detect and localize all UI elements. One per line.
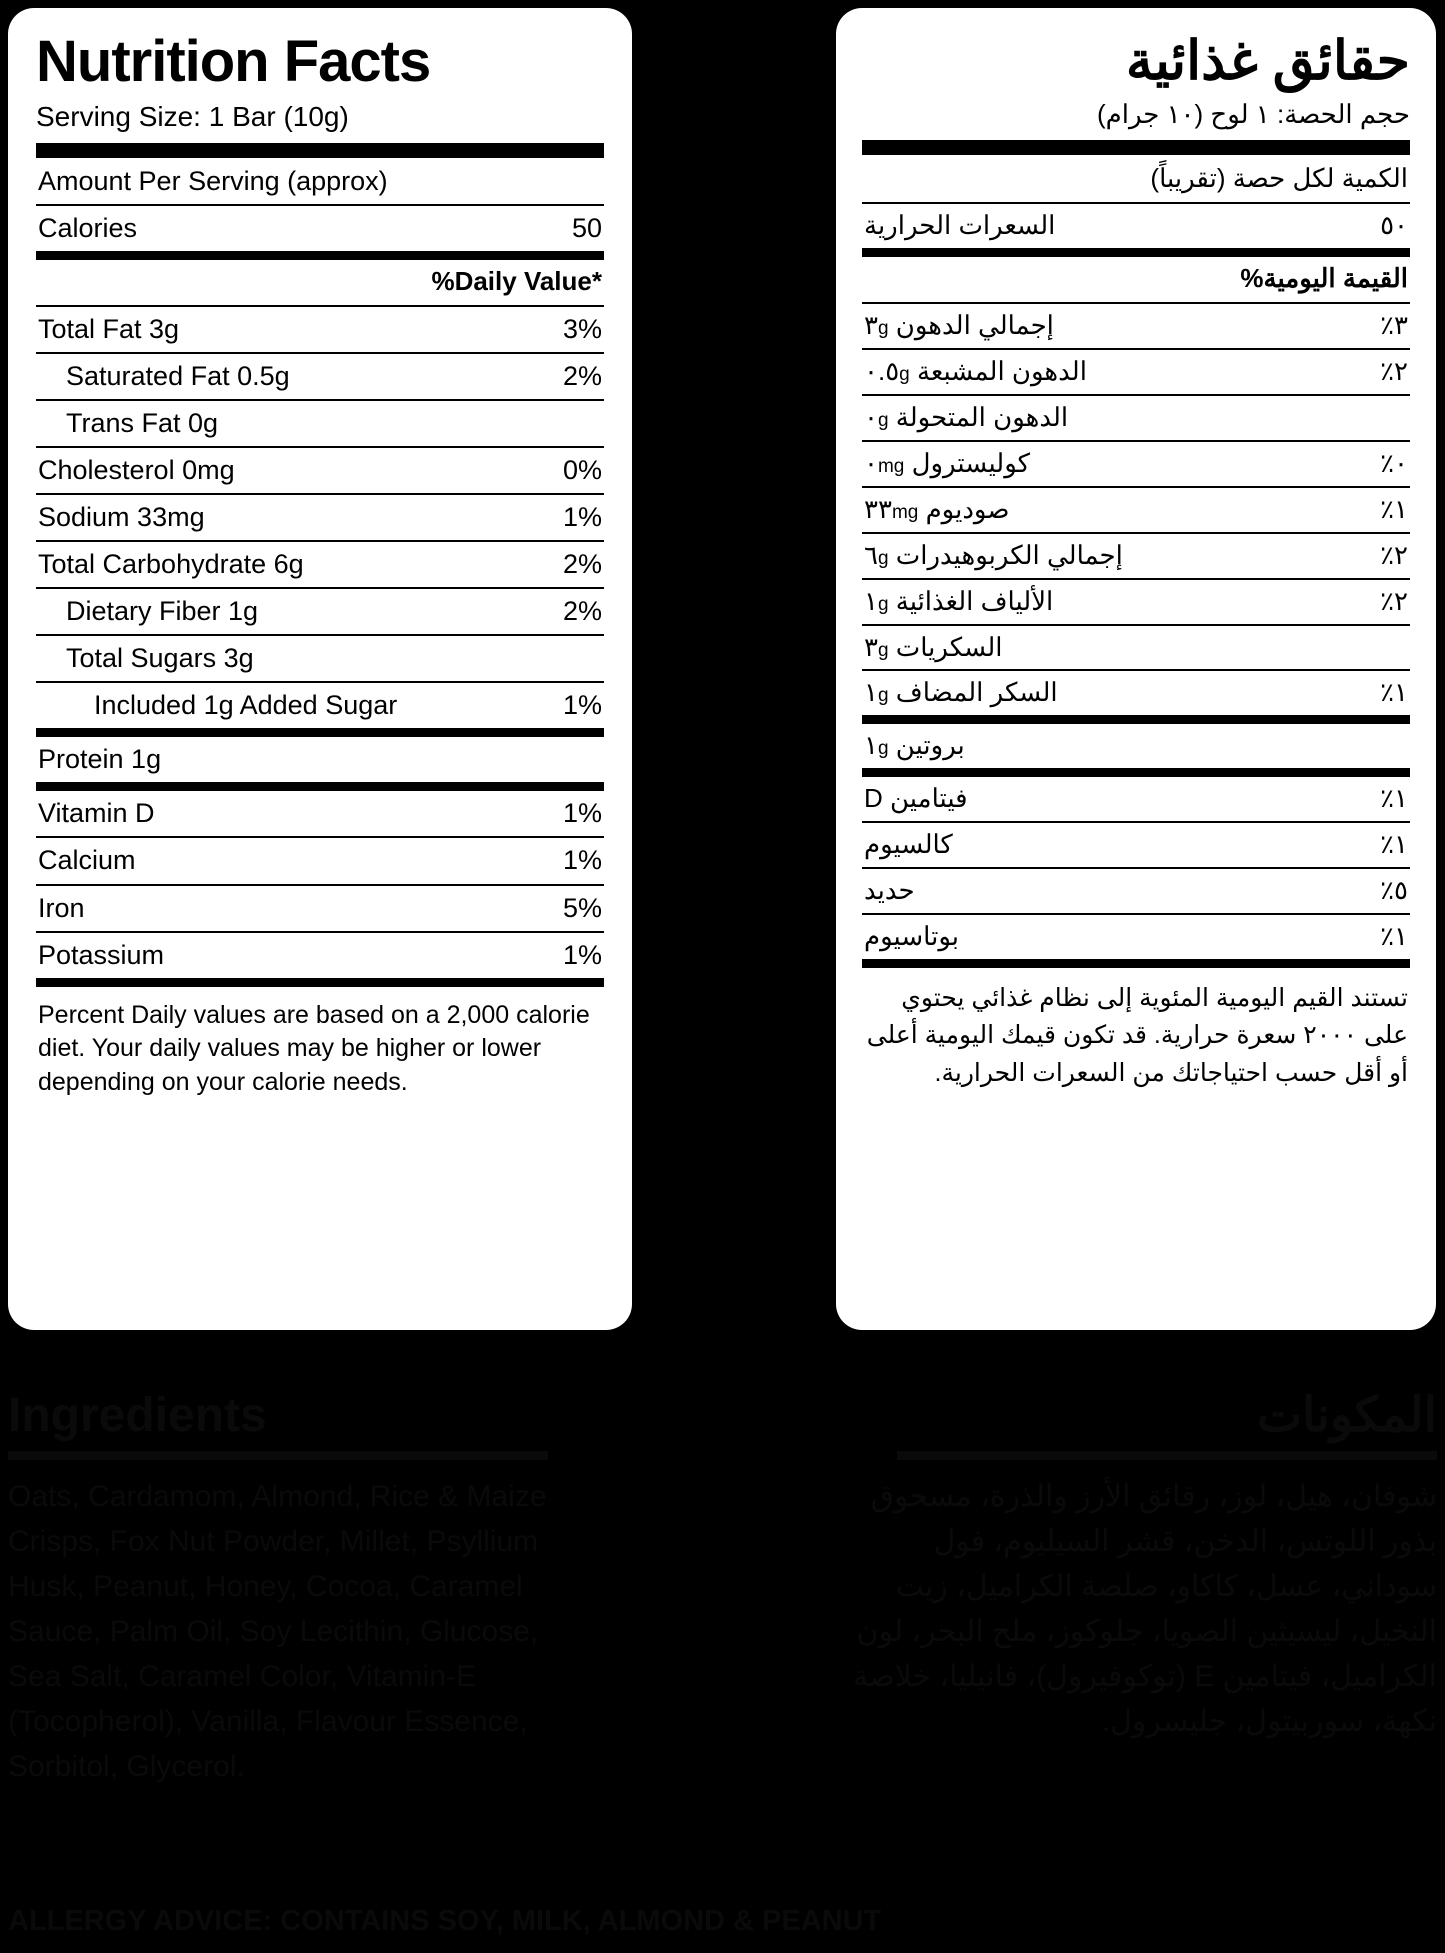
table-row bbox=[862, 626, 1410, 670]
nutrient-label bbox=[864, 311, 1054, 341]
nutrient-name: بروتين bbox=[895, 730, 965, 761]
ingredients-title-arabic: المكونات bbox=[1256, 1389, 1437, 1442]
nutrient-value: 2% bbox=[562, 549, 602, 580]
nutrient-label: Total Sugars 3g bbox=[66, 643, 254, 674]
nutrient-label bbox=[864, 678, 1058, 708]
daily-value-footnote-arabic: تستند القيم اليومية المئوية إلى نظام غذائي يحتوي على ٢٠٠٠ سعرة حرارية. قد تكون قيمك اليومية أعلى أو أقل حسب احتياجاتك من السعرات الحرارية. bbox=[866, 983, 1408, 1087]
table-row bbox=[862, 488, 1410, 532]
table-row bbox=[36, 448, 604, 493]
nutrient-amount: ١ bbox=[864, 585, 878, 616]
serving-size-text-arabic: حجم الحصة: ١ لوح (١٠ جرام) bbox=[1096, 99, 1410, 130]
nutrient-amount: ٠ bbox=[864, 402, 878, 433]
table-row bbox=[862, 823, 1410, 867]
nutrient-name: الألياف الغذائية bbox=[895, 585, 1054, 616]
nutrient-value: ١٪ bbox=[1380, 783, 1408, 814]
divider-medium bbox=[36, 782, 604, 791]
nutrient-value: ١٪ bbox=[1380, 829, 1408, 860]
ingredients-list: Oats, Cardamom, Almond, Rice & Maize Crisps, Fox Nut Powder, Millet, Psyllium Husk, Peanut, Honey, Cocoa, Caramel Sauce, Palm Oil, Soy Lecithin, Glucose, Sea Salt, Caramel Color, Vitamin-E (Tocopherol), Vanilla, Flavour Essence, Sorbitol, Glycerol. bbox=[8, 1479, 547, 1783]
table-row bbox=[36, 933, 604, 978]
nutrient-label: Cholesterol 0mg bbox=[38, 455, 235, 486]
nutrient-label: Included 1g Added Sugar bbox=[94, 690, 398, 721]
nutrient-label bbox=[864, 541, 1123, 571]
nutrient-label bbox=[864, 587, 1053, 617]
table-row bbox=[862, 777, 1410, 821]
nutrient-unit: g bbox=[877, 410, 889, 432]
table-row bbox=[36, 683, 604, 728]
nutrient-value: ٥٪ bbox=[1380, 874, 1408, 905]
nutrient-value: ٠٪ bbox=[1380, 447, 1408, 478]
nutrient-name: إجمالي الكربوهيدرات bbox=[895, 539, 1123, 570]
ingredients-section-arabic bbox=[837, 1390, 1437, 1744]
divider-thick bbox=[862, 140, 1410, 155]
table-row bbox=[862, 442, 1410, 486]
nutrient-amount: ١ bbox=[864, 730, 878, 761]
nutrient-name: صوديوم bbox=[925, 493, 1010, 524]
nutrient-label: Trans Fat 0g bbox=[66, 408, 219, 439]
nutrient-value: 1% bbox=[562, 939, 602, 970]
allergy-advice-text: ALLERGY ADVICE: CONTAINS SOY, MILK, ALMOND & PEANUT bbox=[8, 1905, 882, 1937]
nutrient-label: Vitamin D bbox=[38, 798, 155, 829]
nutrient-label: Dietary Fiber 1g bbox=[66, 596, 259, 627]
calories-label: Calories bbox=[38, 212, 138, 243]
ingredients-section-english bbox=[8, 1390, 568, 1789]
amount-per-serving-label-arabic: الكمية لكل حصة (تقريباً) bbox=[1150, 163, 1408, 194]
nutrient-unit: g bbox=[877, 318, 889, 340]
nutrient-unit: mg bbox=[891, 501, 919, 523]
nutrient-unit: mg bbox=[877, 455, 905, 477]
calories-label-arabic: السعرات الحرارية bbox=[864, 210, 1056, 241]
nutrient-label bbox=[864, 633, 1002, 663]
nutrient-label: Total Carbohydrate 6g bbox=[38, 549, 304, 580]
calories-row-arabic bbox=[862, 204, 1410, 248]
table-row bbox=[36, 737, 604, 782]
nutrient-name: كوليسترول bbox=[911, 447, 1031, 478]
nutrient-name: الدهون المتحولة bbox=[895, 402, 1069, 433]
table-row bbox=[862, 671, 1410, 715]
calories-row bbox=[36, 206, 604, 251]
nutrient-amount: ٠ bbox=[864, 447, 878, 478]
nutrient-amount: ١ bbox=[864, 677, 878, 708]
divider-medium bbox=[36, 728, 604, 737]
nutrition-facts-panel-english bbox=[8, 8, 632, 1330]
nutrient-label: Total Fat 3g bbox=[38, 313, 180, 344]
calories-value: 50 bbox=[571, 212, 602, 243]
nutrient-amount: ٣٣ bbox=[864, 493, 892, 524]
nutrient-value: 1% bbox=[562, 845, 602, 876]
nutrient-amount: ٠.٥ bbox=[864, 356, 900, 387]
nutrient-unit: g bbox=[899, 364, 910, 386]
divider-medium bbox=[862, 248, 1410, 257]
table-row bbox=[862, 915, 1410, 959]
nutrient-label: Sodium 33mg bbox=[38, 502, 205, 533]
nutrient-value: ٢٪ bbox=[1380, 585, 1408, 616]
nutrient-value: 1% bbox=[562, 690, 602, 721]
nutrient-unit: g bbox=[877, 639, 889, 661]
nutrient-value: ٢٪ bbox=[1380, 356, 1408, 387]
table-row bbox=[36, 307, 604, 352]
page-title: Nutrition Facts bbox=[36, 29, 431, 94]
table-row bbox=[36, 636, 604, 681]
nutrient-label: Protein 1g bbox=[38, 744, 162, 775]
nutrient-value: ١٪ bbox=[1380, 920, 1408, 951]
nutrient-label: فيتامين D bbox=[864, 783, 968, 814]
nutrient-label: كالسيوم bbox=[864, 829, 953, 860]
daily-value-header: %Daily Value* bbox=[431, 265, 602, 296]
nutrient-value: 2% bbox=[562, 360, 602, 391]
nutrient-unit: g bbox=[877, 547, 889, 569]
table-row bbox=[862, 869, 1410, 913]
nutrient-amount: ٣ bbox=[864, 310, 878, 341]
table-row bbox=[862, 724, 1410, 768]
nutrient-value: ٢٪ bbox=[1380, 539, 1408, 570]
nutrient-value: 0% bbox=[562, 455, 602, 486]
nutrient-label: Iron bbox=[38, 892, 85, 923]
nutrient-unit: g bbox=[877, 685, 889, 707]
nutrient-name: السكريات bbox=[895, 631, 1003, 662]
amount-per-serving-label: Amount Per Serving (approx) bbox=[38, 165, 388, 196]
table-row bbox=[36, 495, 604, 540]
nutrient-label: Saturated Fat 0.5g bbox=[66, 360, 290, 391]
nutrient-label bbox=[864, 495, 1009, 525]
table-row bbox=[36, 838, 604, 883]
nutrient-value: ١٪ bbox=[1380, 493, 1408, 524]
nutrient-label bbox=[864, 731, 965, 761]
nutrient-value: ١٪ bbox=[1380, 677, 1408, 708]
nutrient-label bbox=[864, 403, 1068, 433]
nutrition-facts-panel-arabic bbox=[836, 8, 1436, 1330]
ingredients-list-arabic: شوفان، هيل، لوز، رقائق الأرز والذرة، مسحوق بذور اللوتس، الدخن، قشر السيليوم، فول سوداني، عسل، كاكاو، صلصة الكراميل، زيت النخيل، ليسيثين الصويا، جلوكوز، ملح البحر، لون الكراميل، فيتامين E (توكوفيرول)، فانيليا، خلاصة نكهة، سوربيتول، جليسرول. bbox=[853, 1479, 1437, 1738]
divider-medium bbox=[862, 715, 1410, 724]
table-row bbox=[36, 589, 604, 634]
nutrient-label bbox=[864, 357, 1087, 387]
nutrient-label: Potassium bbox=[38, 939, 165, 970]
nutrient-label: Calcium bbox=[38, 845, 136, 876]
nutrient-unit: g bbox=[877, 593, 889, 615]
divider-medium bbox=[862, 768, 1410, 777]
nutrient-value: 1% bbox=[562, 502, 602, 533]
daily-value-footnote: Percent Daily values are based on a 2,000 calorie diet. Your daily values may be higher or lower depending on your calorie needs. bbox=[38, 1000, 590, 1097]
table-row bbox=[36, 886, 604, 931]
nutrient-label bbox=[864, 449, 1030, 479]
nutrient-label: حديد bbox=[864, 874, 915, 905]
nutrient-value: ٣٪ bbox=[1380, 310, 1408, 341]
nutrient-amount: ٣ bbox=[864, 631, 878, 662]
table-row bbox=[36, 401, 604, 446]
nutrient-value: 3% bbox=[562, 313, 602, 344]
nutrient-value: 1% bbox=[562, 798, 602, 829]
nutrient-amount: ٦ bbox=[864, 539, 878, 570]
table-row bbox=[36, 354, 604, 399]
divider-medium bbox=[897, 1451, 1437, 1460]
daily-value-header-arabic: القيمة اليومية% bbox=[1240, 263, 1408, 294]
table-row bbox=[862, 350, 1410, 394]
table-row bbox=[862, 580, 1410, 624]
ingredients-title: Ingredients bbox=[8, 1389, 267, 1442]
nutrient-unit: g bbox=[877, 738, 889, 760]
table-row bbox=[36, 542, 604, 587]
nutrient-value: 5% bbox=[562, 892, 602, 923]
divider-medium bbox=[8, 1451, 548, 1460]
nutrient-name: السكر المضاف bbox=[895, 677, 1058, 708]
serving-size-text: Serving Size: 1 Bar (10g) bbox=[36, 100, 349, 132]
table-row bbox=[862, 304, 1410, 348]
table-row bbox=[36, 791, 604, 836]
table-row bbox=[862, 396, 1410, 440]
divider-medium bbox=[36, 978, 604, 987]
nutrient-name: الدهون المشبعة bbox=[916, 356, 1087, 387]
divider-medium bbox=[862, 959, 1410, 968]
divider-thick bbox=[36, 143, 604, 158]
nutrient-value: 2% bbox=[562, 596, 602, 627]
table-row bbox=[862, 534, 1410, 578]
nutrient-label: بوتاسيوم bbox=[864, 920, 959, 951]
divider-medium bbox=[36, 251, 604, 260]
nutrient-name: إجمالي الدهون bbox=[895, 310, 1054, 341]
page-title-arabic: حقائق غذائية bbox=[1125, 31, 1410, 91]
calories-value-arabic: ٥٠ bbox=[1380, 210, 1408, 241]
